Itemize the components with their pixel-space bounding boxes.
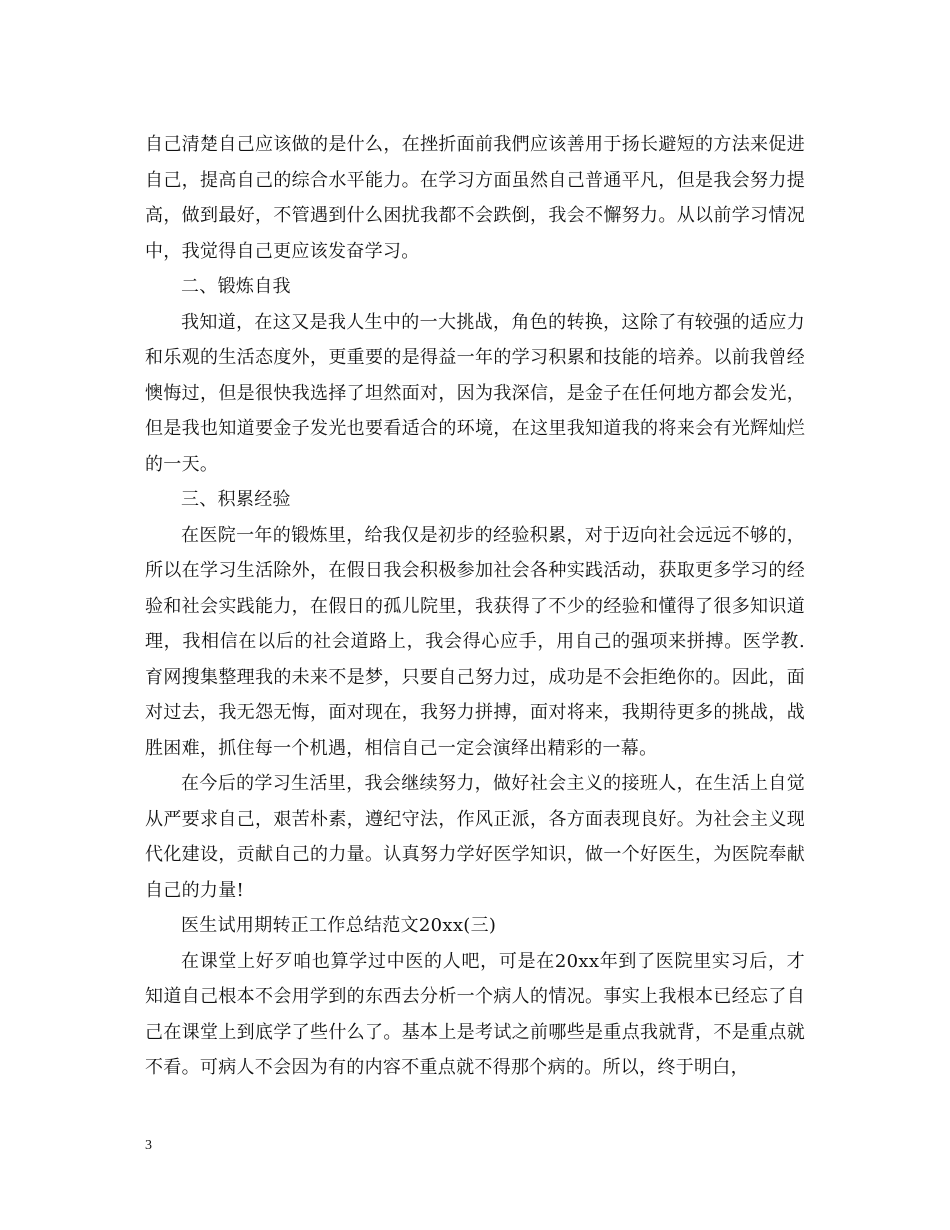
article-heading: 医生试用期转正工作总结范文20xx(三) (181, 915, 497, 936)
paragraph-5: 在课堂上好歹咱也算学过中医的人吧，可是在20xx年到了医院里实习后，才知道自己根本不会用学到的东西去分析一个病人的情况。事实上我根本已经忘了自己在课堂上到底学了些什么了。基本上是考试之前哪些是重点我就背，不是重点就不看。可病人不会因为有的内容不重点就不得那个病的。所以，终于明白， (145, 950, 805, 1078)
section-heading-2: 二、锻炼自我 (181, 276, 291, 297)
paragraph-4: 在今后的学习生活里，我会继续努力，做好社会主义的接班人，在生活上自觉从严要求自己，艰苦朴素，遵纪守法，作风正派，各方面表现良好。为社会主义现代化建设，贡献自己的力量。认真努力学好医学知识，做一个好医生，为医院奉献自己的力量! (145, 773, 805, 901)
page-number: 3 (145, 1138, 152, 1153)
paragraph-2: 我知道，在这又是我人生中的一大挑战，角色的转换，这除了有较强的适应力和乐观的生活态度外，更重要的是得益一年的学习积累和技能的培养。以前我曾经懊悔过，但是很快我选择了坦然面对，因为我深信，是金子在任何地方都会发光，但是我也知道要金子发光也要看适合的环境，在这里我知道我的将来会有光辉灿烂的一天。 (145, 311, 805, 475)
section-heading-3: 三、积累经验 (181, 489, 291, 510)
paragraph-1: 自己清楚自己应该做的是什么，在挫折面前我們应该善用于扬长避短的方法来促进自己，提高自己的综合水平能力。在学习方面虽然自己普通平凡，但是我会努力提高，做到最好，不管遇到什么困扰我都不会跌倒，我会不懈努力。从以前学习情况中，我觉得自己更应该发奋学习。 (145, 134, 805, 262)
paragraph-3: 在医院一年的锻炼里，给我仅是初步的经验积累，对于迈向社会远远不够的，所以在学习生活除外，在假日我会积极参加社会各种实践活动，获取更多学习的经验和社会实践能力，在假日的孤儿院里，我获得了不少的经验和懂得了很多知识道理，我相信在以后的社会道路上，我会得心应手，用自己的强项来拼搏。医学教.育网搜集整理我的未来不是梦，只要自己努力过，成功是不会拒绝你的。因此，面对过去，我无怨无悔，面对现在，我努力拼搏，面对将来，我期待更多的挑战，战胜困难，抓住每一个机遇，相信自己一定会演绎出精彩的一幕。 (145, 524, 805, 759)
document-body (145, 127, 805, 1086)
